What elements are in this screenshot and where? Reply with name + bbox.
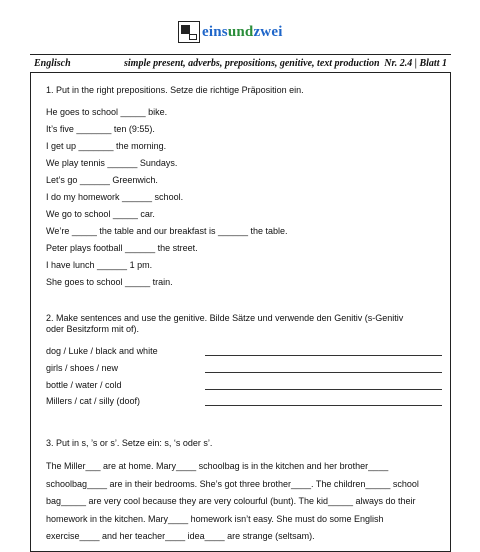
answer-line[interactable]	[205, 355, 442, 356]
section3-title: 3. Put in s, ’s or s’. Setze ein: s, ‘s oder s’.	[46, 438, 213, 448]
section1-sentence: Peter plays football ______ the street.	[46, 243, 198, 253]
section1-sentence: She goes to school _____ train.	[46, 277, 173, 287]
section1-sentence: I do my homework ______ school.	[46, 192, 184, 202]
section1-sentence: I get up _______ the morning.	[46, 141, 167, 151]
logo-icon	[178, 21, 200, 43]
section1-sentence: We go to school _____ car.	[46, 209, 155, 219]
topic-label: simple present, adverbs, prepositions, genitive, text production	[124, 58, 380, 69]
genitive-prompt: dog / Luke / black and white	[46, 346, 158, 356]
answer-line[interactable]	[205, 405, 442, 406]
section2-title: 2. Make sentences and use the genitive. Bilde Sätze und verwende den Genitiv (s-Genitiv	[46, 313, 404, 323]
section1-sentence: I have lunch ______ 1 pm.	[46, 260, 153, 270]
section1-sentence: We’re _____ the table and our breakfast is ______ the table.	[46, 226, 288, 236]
logo-text: einsundzwei	[202, 23, 283, 40]
section1-sentence: It’s five _______ ten (9:55).	[46, 124, 155, 134]
answer-line[interactable]	[205, 372, 442, 373]
section1-sentence: We play tennis ______ Sundays.	[46, 158, 178, 168]
section3-paragraph: The Miller___ are at home. Mary____ schoolbag is in the kitchen and her brother____ schoolbag____ are in their bedrooms. She’s got three brother____. The children_____ school bag_____ are very cool because they are very colourful (bunt). The kid_____ always do their homework in the kitchen. Mary____ homework isn’t easy. She must do some English exercise____ and her teacher____ idea____ are strange (seltsam).	[46, 461, 419, 541]
section1-sentence: Let’s go ______ Greenwich.	[46, 175, 158, 185]
answer-line[interactable]	[205, 389, 442, 390]
section1-title: 1. Put in the right prepositions. Setze die richtige Präposition ein.	[46, 85, 304, 95]
sheet-number: Nr. 2.4 | Blatt 1	[384, 58, 447, 69]
section2-title-cont: oder Besitzform mit of).	[46, 324, 140, 334]
worksheet-header	[30, 58, 451, 72]
subject-label: Englisch	[34, 58, 71, 69]
header-rule	[30, 54, 451, 55]
genitive-prompt: girls / shoes / new	[46, 363, 119, 373]
section1-sentence: He goes to school _____ bike.	[46, 107, 168, 117]
genitive-prompt: bottle / water / cold	[46, 380, 122, 390]
logo	[178, 18, 283, 46]
genitive-prompt: Millers / cat / silly (doof)	[46, 396, 141, 406]
